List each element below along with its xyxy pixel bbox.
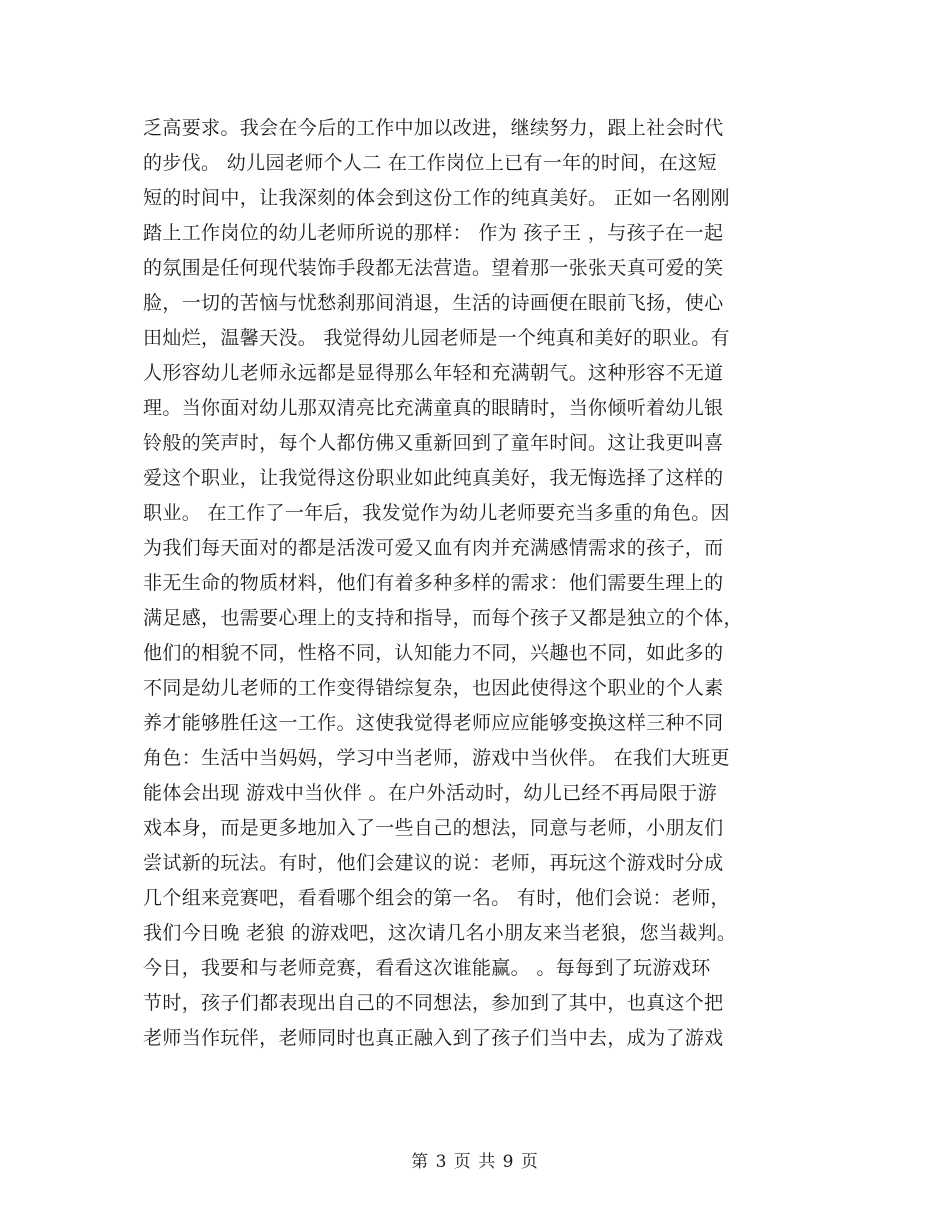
text-line: 人形容幼儿老师永远都是显得那么年轻和充满朝气。这种形容不无道 (143, 362, 724, 384)
body-text (143, 111, 813, 1056)
text-line: 铃般的笑声时，每个人都仿佛又重新回到了童年时间。这让我更叫喜 (143, 432, 724, 454)
page-number: 第 3 页 共 9 页 (411, 1152, 539, 1172)
text-line: 满足感，也需要心理上的支持和指导，而每个孩子又都是独立的个体， (143, 607, 743, 629)
text-line: 养才能够胜任这一工作。这使我觉得老师应应能够变换这样三种不同 (143, 712, 724, 734)
text-line: 角色：生活中当妈妈，学习中当老师，游戏中当伙伴。 在我们大班更 (143, 747, 730, 769)
text-line: 爱这个职业，让我觉得这份职业如此纯真美好，我无悔选择了这样的 (143, 467, 724, 489)
text-line: 不同是幼儿老师的工作变得错综复杂，也因此使得这个职业的个人素 (143, 677, 724, 699)
text-line: 的氛围是任何现代装饰手段都无法营造。望着那一张张天真可爱的笑 (143, 257, 724, 279)
text-line: 乏高要求。我会在今后的工作中加以改进，继续努力，跟上社会时代 (143, 117, 724, 139)
text-line: 踏上工作岗位的幼儿老师所说的那样： 作为 孩子王 ，与孩子在一起 (143, 222, 724, 244)
text-line: 几个组来竞赛吧，看看哪个组会的第一名。 有时，他们会说：老师， (143, 887, 730, 909)
text-line: 田灿烂，温馨天没。 我觉得幼儿园老师是一个纯真和美好的职业。有 (143, 327, 730, 349)
text-line: 短的时间中，让我深刻的体会到这份工作的纯真美好。 正如一名刚刚 (143, 187, 730, 209)
text-line: 为我们每天面对的都是活泼可爱又血有肉并充满感情需求的孩子，而 (143, 537, 724, 559)
text-line: 理。当你面对幼儿那双清亮比充满童真的眼睛时，当你倾听着幼儿银 (143, 397, 724, 419)
text-line: 今日，我要和与老师竞赛，看看这次谁能赢。 。每每到了玩游戏环 (143, 957, 711, 979)
text-line: 节时，孩子们都表现出自己的不同想法，参加到了其中，也真这个把 (143, 992, 724, 1014)
text-line: 我们今日晚 老狼 的游戏吧，这次请几名小朋友来当老狼，您当裁判。 (143, 922, 737, 944)
text-line: 尝试新的玩法。有时，他们会建议的说：老师，再玩这个游戏时分成 (143, 852, 724, 874)
text-line: 能体会出现 游戏中当伙伴 。在户外活动时，幼儿已经不再局限于游 (143, 782, 717, 804)
text-line: 老师当作玩伴，老师同时也真正融入到了孩子们当中去，成为了游戏 (143, 1027, 724, 1049)
text-line: 他们的相貌不同，性格不同，认知能力不同，兴趣也不同，如此多的 (143, 642, 724, 664)
text-line: 脸，一切的苦恼与忧愁刹那间消退，生活的诗画便在眼前飞扬，使心 (143, 292, 724, 314)
text-line: 的步伐。 幼儿园老师个人二 在工作岗位上已有一年的时间，在这短 (143, 152, 717, 174)
text-line: 非无生命的物质材料，他们有着多种多样的需求：他们需要生理上的 (143, 572, 724, 594)
text-line: 职业。 在工作了一年后，我发觉作为幼儿老师要充当多重的角色。因 (143, 502, 730, 524)
text-line: 戏本身，而是更多地加入了一些自己的想法，同意与老师，小朋友们 (143, 817, 724, 839)
